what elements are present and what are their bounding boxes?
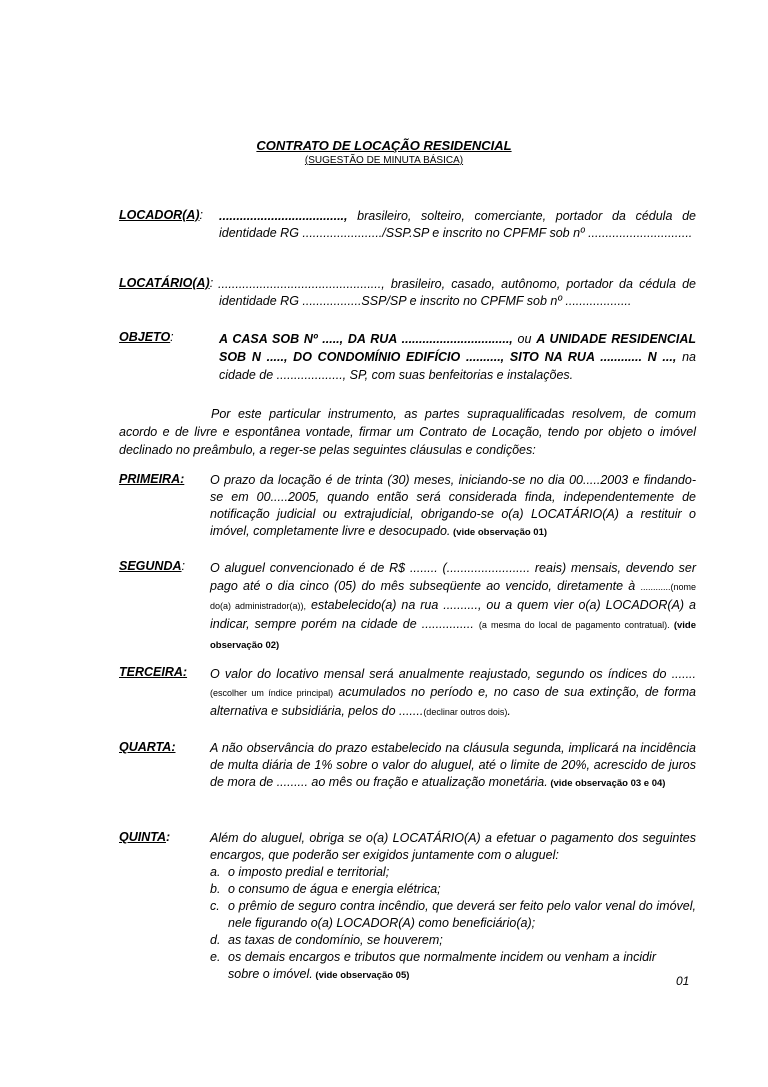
clause-primeira-text: O prazo da locação é de trinta (30) meses, iniciando-se no dia 00.....2003 e findando-se em 00.....2005, quando então será considerada finda, independentemente de notificação judicial ou extrajudicial, obrigando-se o(a) LOCATÁRIO(A) a restituir o imóvel, completamente livre e desocupado. (vide observação 01) <box>210 473 696 538</box>
objeto-label: OBJETO: <box>119 330 174 344</box>
clause-quinta-intro: Além do aluguel, obriga se o(a) LOCATÁRIO(A) a efetuar o pagamento dos seguintes encargos, que poderão ser exigidos juntamente com o aluguel: <box>210 831 696 862</box>
list-item: e. os demais encargos e tributos que normalmente incidem ou venham a incidir sobre o imóvel. (vide observação 05) <box>210 950 656 981</box>
clause-segunda-text: O aluguel convencionado é de R$ ........ (........................ reais) mensais, devendo ser pago até o dia cinco (05) do mês subseqüente ao vencido, diretamente à ............(nome do(a) administrador(a)), estabelecido(a) na rua .........., ou a quem vier o(a) LOCADOR(A) a indicar, sempre porém na cidade de ............... (a mesma do local de pagamento contratual). (vide observação 02) <box>210 561 696 651</box>
clause-quarta-text: A não observância do prazo estabelecido na cláusula segunda, implicará na incidência de multa diária de 1% sobre o valor do aluguel, até o limite de 20%, acrescido de juros de mora de ......... ao mês ou fração e atualização monetária. (vide observação 03 e 04) <box>210 741 696 789</box>
page-number: 01 <box>676 974 690 988</box>
list-item: a. o imposto predial e territorial; <box>210 865 390 879</box>
clause-primeira-label: PRIMEIRA: <box>119 472 185 486</box>
locatario-label: LOCATÁRIO(A): <box>119 276 214 290</box>
document-title: CONTRATO DE LOCAÇÃO RESIDENCIAL <box>256 138 512 153</box>
locador-label: LOCADOR(A): <box>119 208 204 222</box>
clause-terceira-label: TERCEIRA: <box>119 665 188 679</box>
list-item: c. o prêmio de seguro contra incêndio, que deverá ser feito pelo valor venal do imóvel, nele figurando o(a) LOCADOR(A) como beneficiário(a); <box>210 899 696 930</box>
list-item: b. o consumo de água e energia elétrica; <box>210 882 441 896</box>
preamble-paragraph: Por este particular instrumento, as partes supraqualificadas resolvem, de comum acordo e de livre e espontânea vontade, firmar um Contrato de Locação, tendo por objeto o imóvel declinado no preâmbulo, a reger-se pelas seguintes cláusulas e condições: <box>119 407 696 457</box>
list-item: d. as taxas de condomínio, se houverem; <box>210 933 443 947</box>
clause-quinta-text <box>210 830 696 984</box>
objeto-text: A CASA SOB Nº ....., DA RUA ..............................., ou A UNIDADE RESIDENCIAL SOB N ....., DO CONDOMÍNIO EDIFÍCIO .........., SITO NA RUA ............ N ..., na cidade de ..................., SP, com suas benfeitorias e instalações. <box>219 332 696 382</box>
clause-segunda-label: SEGUNDA: <box>119 559 185 573</box>
document-subtitle: (SUGESTÃO DE MINUTA BÁSICA) <box>304 155 464 166</box>
locatario-text: ..............................................., brasileiro, casado, autônomo, portador da cédula de identidade RG .................SSP/SP e inscrito no CPFMF sob nº ................... <box>218 277 696 308</box>
locador-text: ...................................., brasileiro, solteiro, comerciante, portador da cédula de identidade RG ......................./SSP.SP e inscrito no CPFMF sob nº .............................. <box>219 209 696 240</box>
clause-terceira-text: O valor do locativo mensal será anualmente reajustado, segundo os índices do .......(escolher um índice principal) acumulados no período e, no caso de sua extinção, de forma alternativa e subsidiária, pelos do .......(declinar outros dois). <box>210 667 696 718</box>
clause-quarta-label: QUARTA: <box>119 740 176 754</box>
clause-quinta-label: QUINTA: <box>119 830 171 844</box>
encargos-list <box>210 864 696 984</box>
